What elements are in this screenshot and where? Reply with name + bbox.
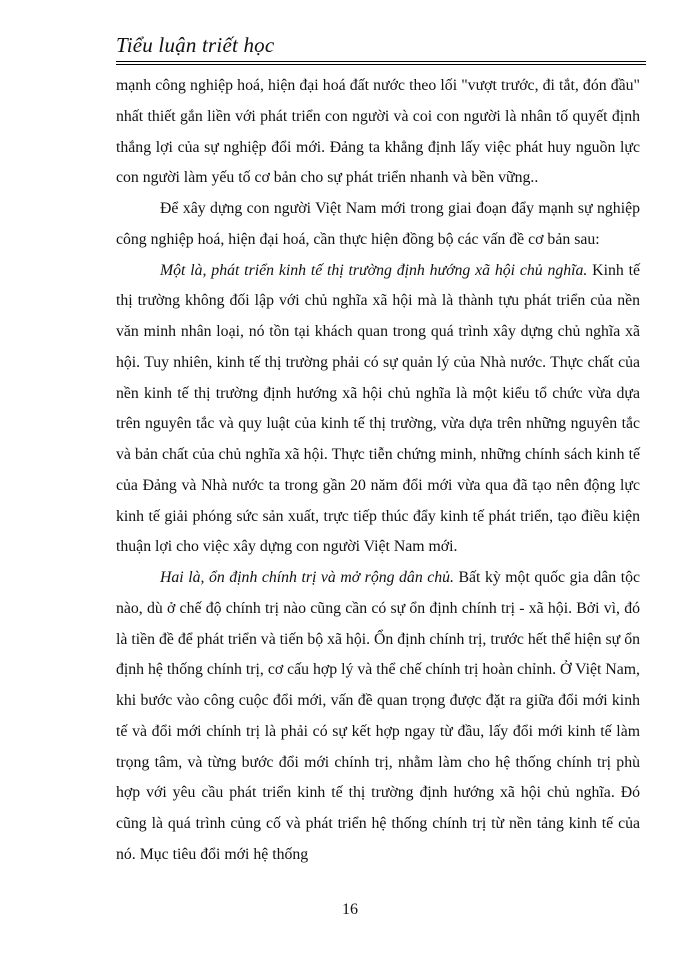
paragraph-text: Bất kỳ một quốc gia dân tộc nào, dù ở chế độ chính trị nào cũng cần có sự ổn định chính trị - xã hội. Bởi vì, đó là tiền đề để phát triển và tiến bộ xã hội. Ổn định chính trị, trước hết thể hiện sự ổn định hệ thống chính trị, cơ cấu hợp lý và thể chế chính trị hoàn chỉnh. Ở Việt Nam, khi bước vào công cuộc đổi mới, vấn đề quan trọng được đặt ra giữa đổi mới kinh tế và đổi mới chính trị là phải có sự kết hợp ngay từ đầu, lấy đổi mới kinh tế làm trọng tâm, và từng bước đổi mới chính trị, nhằm làm cho hệ thống chính trị phù hợp với yêu cầu phát triển kinh tế thị trường định hướng xã hội chủ nghĩa. Đó cũng là quá trình củng cố và phát triển hệ thống chính trị từ nền tảng kinh tế của nó. Mục tiêu đổi mới hệ thống: [116, 569, 640, 863]
page-number: 16: [342, 901, 358, 918]
paragraph-intro: [116, 194, 640, 256]
paragraph-lead-italic: Một là, phát triển kinh tế thị trường định hướng xã hội chủ nghĩa.: [160, 261, 588, 279]
body-text: [116, 71, 640, 871]
paragraph-text: Để xây dựng con người Việt Nam mới trong giai đoạn đẩy mạnh sự nghiệp công nghiệp hoá, hiện đại hoá, cần thực hiện đồng bộ các vấn đề cơ bản sau:: [116, 200, 640, 248]
header-double-rule: [116, 61, 646, 65]
paragraph-point-one: [116, 256, 640, 564]
paragraph-text: Kinh tế thị trường không đối lập với chủ nghĩa xã hội mà là thành tựu phát triển của nền văn minh nhân loại, nó tồn tại khách quan trong quá trình xây dựng chủ nghĩa xã hội. Tuy nhiên, kinh tế thị trường phải có sự quản lý của Nhà nước. Thực chất của nền kinh tế thị trường định hướng xã hội chủ nghĩa là một kiểu tổ chức vừa dựa trên nguyên tắc và quy luật của kinh tế thị trường, vừa dựa trên những nguyên tắc và bản chất của chủ nghĩa xã hội. Thực tiễn chứng minh, những chính sách kinh tế của Đảng và Nhà nước ta trong gần 20 năm đổi mới vừa qua đã tạo nên động lực kinh tế giải phóng sức sản xuất, trực tiếp thúc đẩy kinh tế phát triển, tạo điều kiện thuận lợi cho việc xây dựng con người Việt Nam mới.: [116, 261, 640, 556]
header-title: Tiểu luận triết học: [116, 33, 275, 57]
paragraph-point-two: [116, 563, 640, 871]
paragraph-lead-italic: Hai là, ổn định chính trị và mở rộng dân chủ.: [160, 569, 454, 586]
paragraph-continuation: [116, 71, 640, 194]
page-header: [116, 30, 646, 60]
paragraph-text: mạnh công nghiệp hoá, hiện đại hoá đất nước theo lối "vượt trước, đi tắt, đón đầu" nhất thiết gắn liền với phát triển con người và coi con người là nhân tố quyết định thắng lợi của sự nghiệp đổi mới. Đảng ta khẳng định lấy việc phát huy nguồn lực con người làm yếu tố cơ bản cho sự phát triển nhanh và bền vững..: [116, 77, 640, 187]
